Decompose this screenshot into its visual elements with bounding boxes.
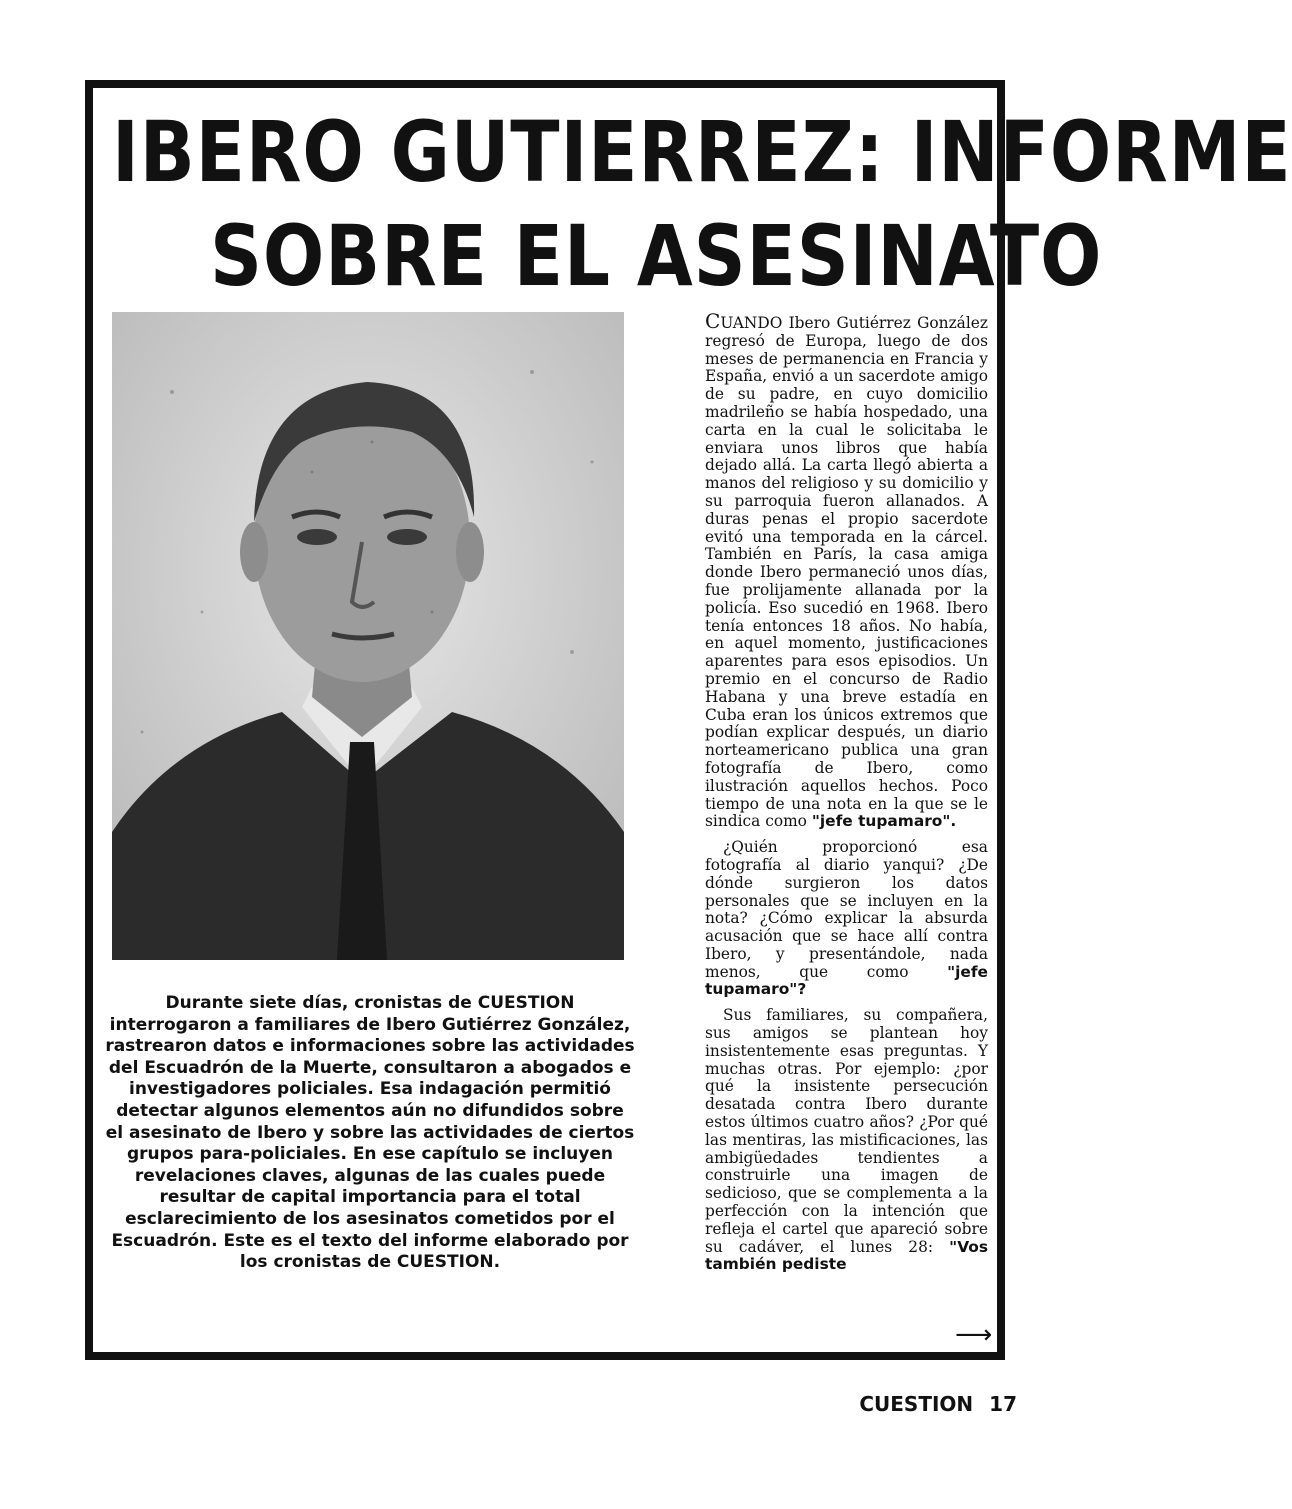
article-paragraph-3 <box>705 1007 988 1274</box>
drop-cap: C <box>705 309 721 333</box>
article-paragraph-2 <box>705 839 988 999</box>
continue-arrow-icon: ⟶ <box>955 1320 993 1350</box>
article-paragraph-3-bold: "Vos también pediste <box>705 1237 988 1274</box>
article-paragraph-1 <box>705 309 988 831</box>
article-paragraph-2-text: ¿Quién proporcionó esa fotografía al diario yanqui? ¿De dónde surgieron los datos personales que se incluyen en la nota? ¿Cómo explicar la absurda acusación que se hace allí contra Ibero, y presentándole, nada menos, que como <box>705 838 988 981</box>
article-body <box>705 309 988 1282</box>
intro-paragraph: Durante siete días, cronistas de CUESTION interrogaron a familiares de Ibero Gutiérrez González, rastrearon datos e informaciones sobre las actividades del Escuadrón de la Muerte, consultaron a abogados e investigadores policiales. Esa indagación permitió detectar algunos elementos aún no difundidos sobre el asesinato de Ibero y sobre las actividades de ciertos grupos para-policiales. En ese capítulo se incluyen revelaciones claves, algunas de las cuales puede resultar de capital importancia para el total esclarecimiento de los asesinatos cometidos por el Escuadrón. Este es el texto del informe elaborado por los cronistas de CUESTION. <box>105 993 635 1273</box>
article-paragraph-1-bold: "jefe tupamaro". <box>811 812 957 831</box>
article-paragraph-2-bold: "jefe tupamaro"? <box>705 962 988 999</box>
page-number: 17 <box>989 1392 1017 1416</box>
article-paragraph-3-text: Sus familiares, su compañera, sus amigos se plantean hoy insistentemente esas preguntas. Y muchas otras. Por ejemplo: ¿por qué la insistente persecución desatada contra Ibero durante estos últimos cuatro años? ¿Por qué las mentiras, las mistificaciones, las ambigüedades tendientes a construirle una imagen de sedicioso, que se complementa a la perfección con la intención que refleja el cartel que apareció sobre su cadáver, el lunes 28: <box>705 1006 988 1256</box>
portrait-photo <box>112 312 624 960</box>
headline-line-2: SOBRE EL ASESINATO <box>210 207 1103 305</box>
page-footer <box>859 1392 1017 1416</box>
portrait-photo-icon <box>112 312 624 960</box>
headline-line-1: IBERO GUTIERREZ: INFORME <box>112 103 1292 201</box>
headline <box>112 103 1292 305</box>
article-paragraph-1-text: UANDO Ibero Gutiérrez González regresó de Europa, luego de dos meses de permanencia en Francia y España, envió a un sacerdote amigo de su padre, en cuyo domicilio madrileño se había hospedado, una carta en la cual le solicitaba le enviara unos libros que había dejado allá. La carta llegó abierta a manos del religioso y su domicilio y su parroquia fueron allanados. A duras penas el propio sacerdote evitó una temporada en la cárcel. También en París, la casa amiga donde Ibero permaneció unos días, fue prolijamente allanada por la policía. Eso sucedió en 1968. Ibero tenía entonces 18 años. No había, en aquel momento, justificaciones aparentes para esos episodios. Un premio en el concurso de Radio Habana y una breve estadía en Cuba eran los únicos extremos que podían explicar después, un diario norteamericano publica una gran fotografía de Ibero, como ilustración aquellos hechos. Poco tiempo de una nota en la que se le sindica como <box>705 314 988 831</box>
magazine-name: CUESTION <box>859 1392 974 1416</box>
